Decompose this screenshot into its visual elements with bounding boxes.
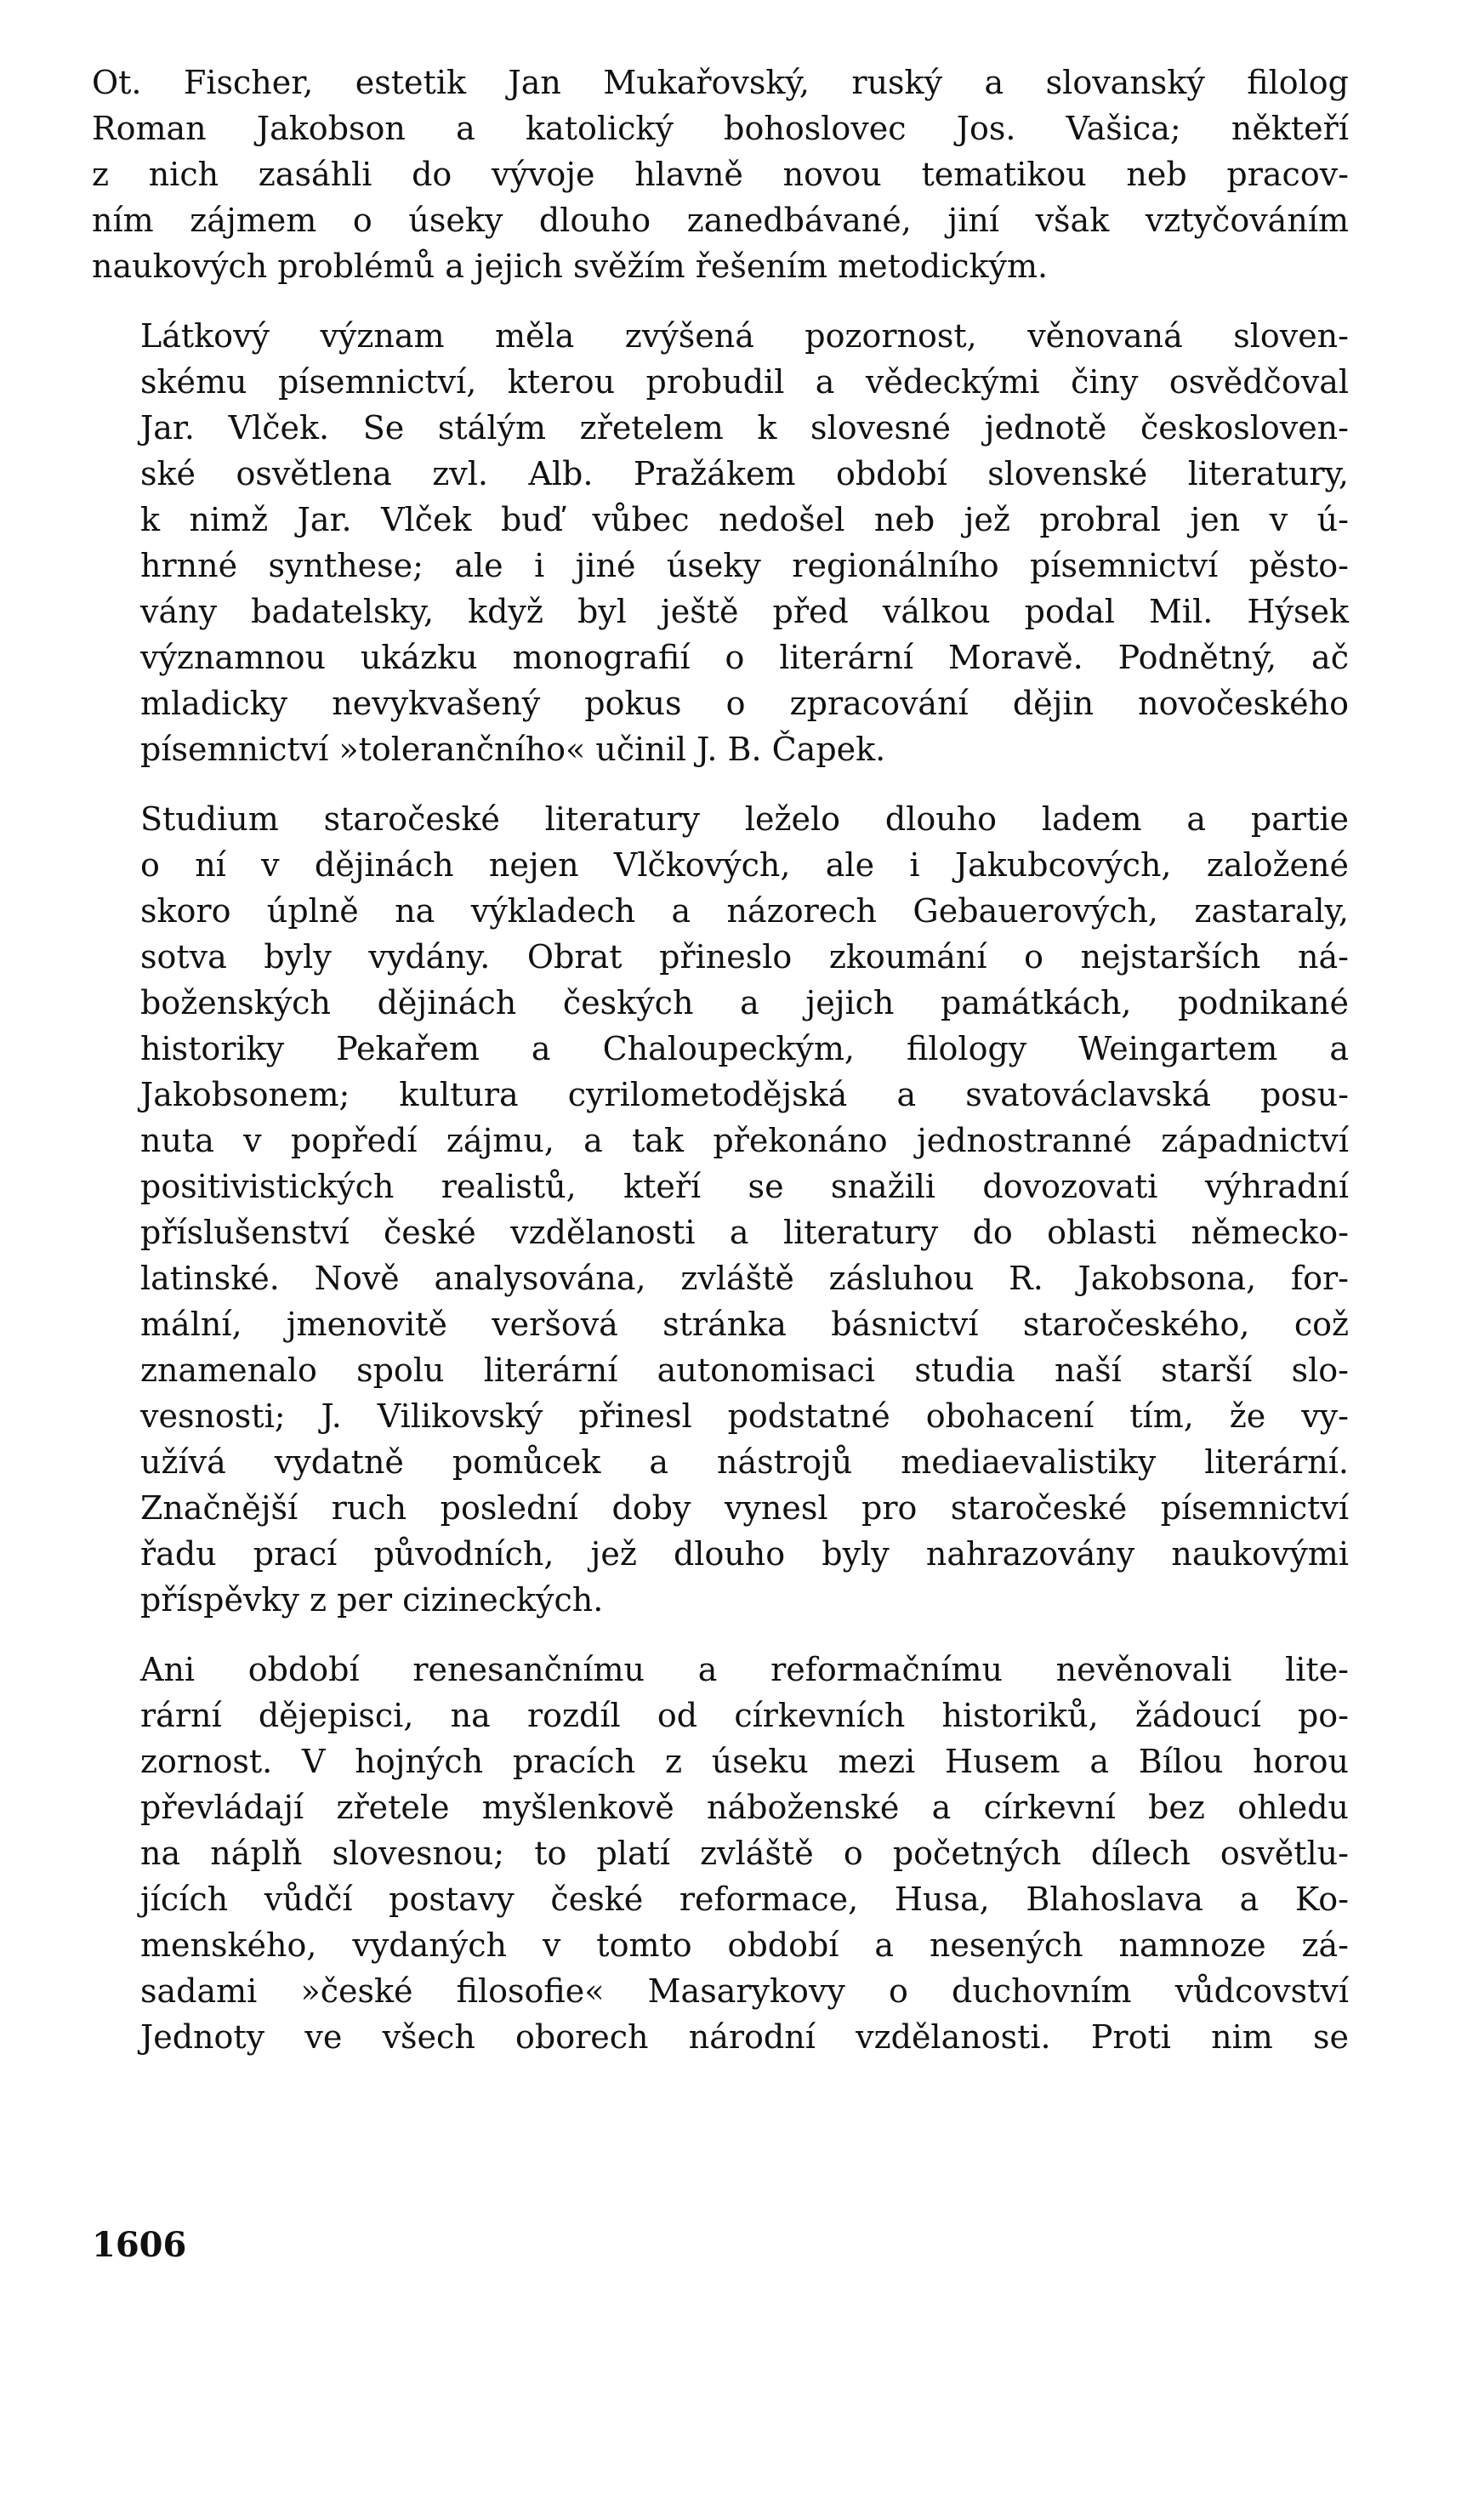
text-line: na náplň slovesnou; to platí zvláště o početných dílech osvětlu-	[140, 1835, 1349, 1872]
paragraph-4	[92, 1647, 1349, 2060]
text-line: zornost. V hojných pracích z úseku mezi Husem a Bílou horou	[140, 1743, 1349, 1780]
text-line: positivistických realistů, kteří se snažili dovozovati výhradní	[140, 1168, 1349, 1205]
text-line: užívá vydatně pomůcek a nástrojů mediaevalistiky literární.	[140, 1443, 1349, 1481]
paragraph-2	[92, 313, 1349, 772]
text-line: Jar. Vlček. Se stálým zřetelem k slovesné jednotě českosloven-	[140, 409, 1349, 447]
text-line: mladicky nevykvašený pokus o zpracování dějin novočeského	[140, 685, 1349, 722]
text-line: Ot. Fischer, estetik Jan Mukařovský, ruský a slovanský filolog	[92, 64, 1349, 101]
text-line: příspěvky z per cizineckých.	[140, 1581, 604, 1619]
text-line: nuta v popředí zájmu, a tak překonáno jednostranné západnictví	[140, 1122, 1349, 1159]
text-line: z nich zasáhli do vývoje hlavně novou tematikou neb pracov-	[92, 156, 1349, 193]
text-line: naukových problémů a jejich svěžím řešením metodickým.	[92, 248, 1049, 285]
text-line: rární dějepisci, na rozdíl od církevních historiků, žádoucí po-	[140, 1697, 1349, 1734]
text-line: skému písemnictví, kterou probudil a vědeckými činy osvědčoval	[140, 363, 1349, 401]
text-line: převládají zřetele myšlenkově náboženské a církevní bez ohledu	[140, 1789, 1349, 1826]
text-line: příslušenství české vzdělanosti a literatury do oblasti německo-	[140, 1214, 1349, 1251]
text-line: řadu prací původních, jež dlouho byly nahrazovány naukovými	[140, 1535, 1349, 1573]
text-line: Jakobsonem; kultura cyrilometodějská a svatováclavská posu-	[140, 1076, 1349, 1113]
text-line: vány badatelsky, když byl ještě před válkou podal Mil. Hýsek	[140, 593, 1349, 630]
text-line: skoro úplně na výkladech a názorech Gebauerových, zastaraly,	[140, 892, 1349, 930]
text-line: ním zájmem o úseky dlouho zanedbávané, jiní však vztyčováním	[92, 202, 1349, 239]
text-line: Studium staročeské literatury leželo dlouho ladem a partie	[140, 800, 1349, 838]
text-line: sotva byly vydány. Obrat přineslo zkoumání o nejstarších ná-	[140, 938, 1349, 976]
text-line: významnou ukázku monografií o literární Moravě. Podnětný, ač	[140, 639, 1349, 676]
text-line: jících vůdčí postavy české reformace, Husa, Blahoslava a Ko-	[140, 1881, 1349, 1918]
text-line: historiky Pekařem a Chaloupeckým, filology Weingartem a	[140, 1030, 1349, 1067]
paragraph-1	[92, 60, 1349, 289]
body-text	[92, 60, 1349, 2084]
paragraph-3	[92, 796, 1349, 1623]
text-line: hrnné synthese; ale i jiné úseky regionálního písemnictví pěsto-	[140, 547, 1349, 584]
text-line: k nimž Jar. Vlček buď vůbec nedošel neb jež probral jen v ú-	[140, 501, 1349, 538]
text-line: vesnosti; J. Vilikovský přinesl podstatné obohacení tím, že vy-	[140, 1397, 1349, 1435]
text-line: Jednoty ve všech oborech národní vzdělanosti. Proti nim se	[140, 2018, 1349, 2056]
page-number: 1606	[92, 2225, 187, 2265]
text-line: mální, jmenovitě veršová stránka básnictví staročeského, což	[140, 1306, 1349, 1343]
text-line: menského, vydaných v tomto období a nesených namnoze zá-	[140, 1926, 1349, 1964]
text-line: o ní v dějinách nejen Vlčkových, ale i Jakubcových, založené	[140, 846, 1349, 884]
text-line: Ani období renesančnímu a reformačnímu nevěnovali lite-	[140, 1651, 1349, 1688]
text-line: písemnictví »tolerančního« učinil J. B. Čapek.	[140, 731, 886, 768]
text-line: Značnější ruch poslední doby vynesl pro staročeské písemnictví	[140, 1489, 1349, 1527]
text-line: Roman Jakobson a katolický bohoslovec Jos. Vašica; někteří	[92, 110, 1349, 147]
text-line: znamenalo spolu literární autonomisaci studia naší starší slo-	[140, 1351, 1349, 1389]
text-line: latinské. Nově analysována, zvláště zásluhou R. Jakobsona, for-	[140, 1260, 1349, 1297]
text-line: Látkový význam měla zvýšená pozornost, věnovaná sloven-	[140, 317, 1349, 355]
text-line: ské osvětlena zvl. Alb. Pražákem období slovenské literatury,	[140, 455, 1349, 492]
text-line: sadami »české filosofie« Masarykovy o duchovním vůdcovství	[140, 1972, 1349, 2010]
text-line: boženských dějinách českých a jejich památkách, podnikané	[140, 984, 1349, 1021]
